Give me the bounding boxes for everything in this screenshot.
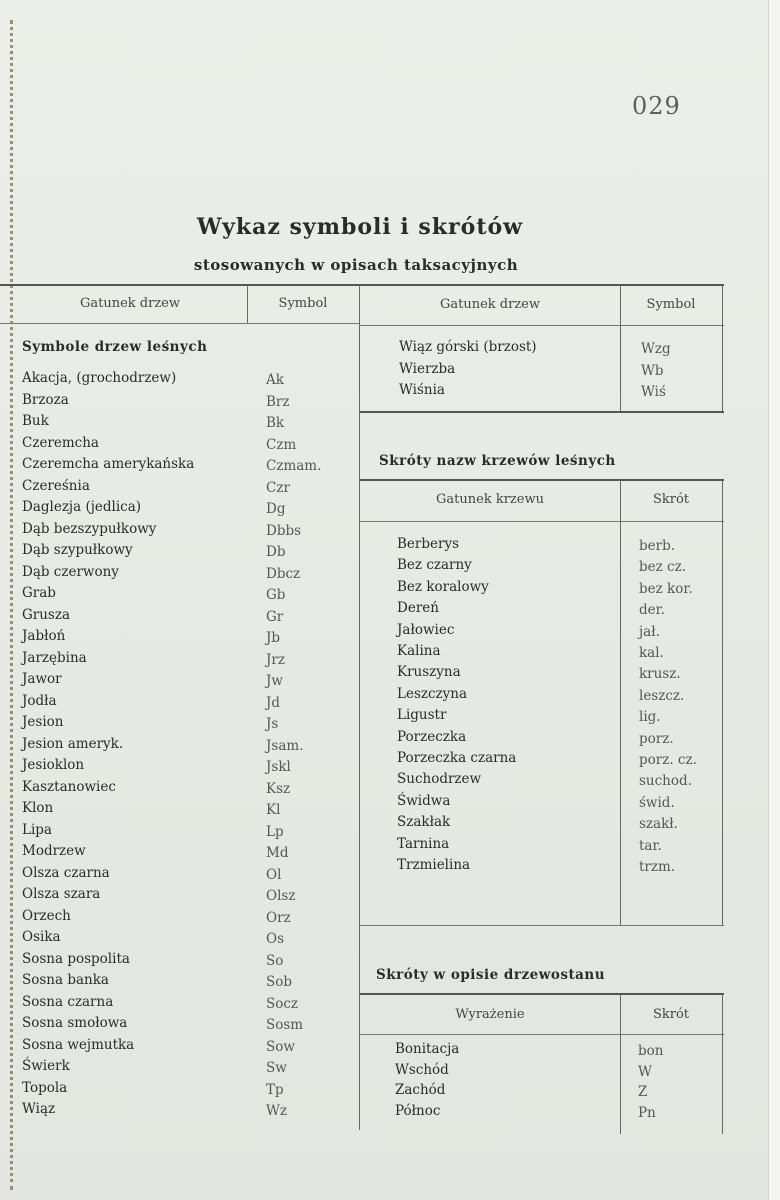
tree-symbol-row-label: Jarzębina (22, 649, 87, 666)
tree-symbol-row-value: Sosm (266, 1017, 304, 1033)
stand-header-rule (360, 1034, 724, 1035)
stand-top-rule (360, 993, 724, 995)
tree-symbol-row-value: Czmam. (266, 458, 322, 474)
stand-row-value: bon (638, 1043, 664, 1059)
tree-symbol-row-value: Tp (266, 1081, 284, 1098)
right-tree-row-label: Wiśnia (399, 382, 445, 398)
shrubs-header-species: Gatunek krzewu (436, 492, 544, 507)
tree-symbol-row-label: Akacja, (grochodrzew) (22, 370, 177, 386)
tree-symbol-row-label: Jesion ameryk. (22, 735, 124, 752)
tree-symbol-row-label: Jesioklon (22, 757, 85, 773)
right-header-symbol: Symbol (646, 297, 696, 312)
tree-symbol-row-value: Gr (266, 608, 284, 625)
tree-symbol-row-value: Ol (266, 866, 282, 883)
tree-symbol-row-label: Orzech (22, 907, 71, 924)
stand-row-value: W (638, 1063, 652, 1080)
stand-header-abbr: Skrót (652, 1007, 690, 1022)
tree-symbol-row-label: Olsza szara (22, 886, 101, 902)
stand-row-label: Zachód (395, 1082, 446, 1098)
tree-symbol-row-label: Brzoza (22, 391, 69, 408)
tree-symbols-section-title: Symbole drzew leśnych (22, 339, 208, 355)
page-edge (768, 0, 780, 1200)
tree-symbol-row-value: Dg (266, 501, 286, 517)
right-trees-bottom-rule (360, 411, 724, 413)
tree-symbol-row-value: Jw (266, 673, 283, 689)
shrubs-section-title: Skróty nazw krzewów leśnych (379, 453, 616, 469)
shrub-row-label: Ligustr (397, 707, 447, 724)
shrub-row-label: Bez czarny (397, 557, 472, 574)
right-trees-edge (722, 285, 723, 411)
tree-symbol-row-value: Orz (266, 909, 291, 926)
tree-symbol-row-label: Kasztanowiec (22, 778, 116, 795)
shrub-row-label: Tarnina (397, 835, 450, 852)
tree-symbol-row-value: Ak (266, 372, 284, 388)
tree-symbol-row-label: Jesion (22, 714, 64, 730)
shrub-row-label: Szakłak (397, 814, 451, 831)
tree-symbol-row-label: Dąb bezszypułkowy (22, 520, 157, 537)
tree-symbol-row-value: Sob (266, 974, 293, 990)
tree-symbol-row-label: Sosna wejmutka (22, 1036, 135, 1053)
shrub-row-value: tar. (639, 837, 662, 854)
tree-symbol-row-value: Wz (266, 1103, 287, 1119)
tree-symbol-row-label: Wiąz (22, 1101, 56, 1117)
tree-symbol-row-label: Sosna pospolita (22, 950, 130, 967)
right-tree-row-value: Wzg (641, 341, 671, 357)
tree-symbol-row-value: Brz (266, 393, 290, 410)
right-tree-row-label: Wiąz górski (brzost) (399, 339, 537, 355)
page-title: Wykaz symboli i skrótów (196, 214, 524, 240)
shrub-row-value: suchod. (639, 773, 692, 790)
table-top-rule (0, 284, 724, 286)
tree-symbol-row-value: So (266, 952, 284, 969)
right-tree-row-value: Wb (641, 362, 664, 379)
shrubs-top-rule (360, 479, 724, 481)
tree-symbol-row-label: Modrzew (22, 843, 86, 859)
shrub-row-label: Jałowiec (397, 621, 455, 638)
left-header-symbol: Symbol (278, 296, 328, 311)
tree-symbol-row-label: Grusza (22, 606, 71, 623)
tree-symbol-row-label: Grab (22, 585, 56, 601)
tree-symbol-row-label: Klon (22, 800, 54, 816)
tree-symbol-row-value: Os (266, 931, 284, 947)
tree-symbol-row-label: Jabłoń (22, 628, 66, 644)
tree-symbol-row-value: Czr (266, 479, 290, 496)
stand-row-label: Bonitacja (395, 1041, 460, 1057)
tree-symbol-row-label: Sosna czarna (22, 993, 114, 1010)
right-header-rule (360, 325, 724, 326)
stand-row-label: Północ (395, 1102, 441, 1119)
shrub-row-value: jał. (639, 623, 660, 640)
tree-symbol-row-value: Socz (266, 995, 299, 1012)
shrubs-bottom-rule (360, 925, 724, 926)
tree-symbol-row-value: Sw (266, 1060, 287, 1076)
stand-row-value: Pn (638, 1104, 656, 1121)
tree-symbol-row-value: Olsz (266, 888, 296, 904)
tree-symbol-row-value: Js (266, 716, 279, 732)
shrubs-divider (620, 480, 621, 925)
shrub-row-value: bez cz. (639, 559, 686, 576)
shrub-row-value: bez kor. (639, 580, 693, 597)
shrub-row-label: Bez koralowy (397, 578, 489, 595)
tree-symbol-row-value: Jrz (266, 651, 285, 668)
tree-symbol-row-label: Lipa (22, 821, 52, 838)
shrub-row-value: leszcz. (639, 687, 685, 704)
tree-symbol-row-value: Bk (266, 415, 285, 431)
tree-symbol-row-value: Md (266, 845, 289, 861)
tree-symbol-row-value: Jsam. (266, 737, 304, 754)
tree-symbol-row-value: Sow (266, 1038, 295, 1055)
stand-row-value: Z (638, 1084, 648, 1100)
tree-symbol-row-value: Jd (266, 694, 281, 711)
shrub-row-value: trzm. (639, 859, 676, 875)
tree-symbol-row-label: Sosna banka (22, 972, 109, 988)
tree-symbol-row-value: Db (266, 544, 286, 560)
tree-symbol-row-value: Jskl (266, 759, 291, 775)
tree-symbol-row-value: Czm (266, 436, 297, 453)
shrub-row-label: Kruszyna (397, 664, 461, 681)
tree-symbol-row-label: Dąb czerwony (22, 563, 119, 580)
tree-symbol-row-value: Kl (266, 802, 281, 818)
shrub-row-value: porz. (639, 730, 674, 747)
tree-symbol-row-label: Buk (22, 413, 49, 429)
shrub-row-value: berb. (639, 538, 676, 554)
tree-symbol-row-label: Jawor (22, 671, 62, 687)
right-tree-row-value: Wiś (641, 384, 666, 400)
shrubs-header-rule (360, 521, 724, 522)
tree-symbol-row-value: Lp (266, 823, 284, 840)
stand-header-term: Wyrażenie (455, 1007, 525, 1022)
tree-symbol-row-label: Olsza czarna (22, 864, 110, 881)
tree-symbol-row-label: Daglezja (jedlica) (22, 499, 142, 515)
shrub-row-label: Trzmielina (397, 857, 471, 873)
tree-symbol-row-value: Dbcz (266, 565, 301, 582)
shrub-row-label: Świdwa (397, 792, 451, 809)
shrub-row-label: Berberys (397, 536, 460, 552)
shrubs-edge (722, 480, 723, 925)
shrub-row-value: szakł. (639, 816, 678, 833)
right-header-species: Gatunek drzew (439, 297, 540, 312)
stand-section-title: Skróty w opisie drzewostanu (376, 967, 606, 983)
shrub-row-label: Suchodrzew (397, 771, 482, 788)
shrub-row-value: lig. (639, 709, 661, 726)
tree-symbol-row-label: Czeremcha (22, 434, 99, 451)
shrub-row-value: der. (639, 602, 665, 619)
binding-edge (10, 20, 19, 1190)
tree-symbol-row-value: Dbbs (266, 522, 302, 539)
shrub-row-label: Dereń (397, 600, 439, 617)
shrub-row-label: Kalina (397, 643, 441, 659)
shrub-row-value: krusz. (639, 666, 681, 683)
tree-symbol-row-value: Gb (266, 587, 286, 603)
stand-divider (620, 994, 621, 1134)
page-number: 029 (632, 92, 681, 120)
tree-symbol-row-label: Czereśnia (22, 477, 90, 494)
left-header-species: Gatunek drzew (79, 296, 180, 311)
tree-symbol-row-value: Jb (266, 630, 281, 646)
tree-symbol-row-label: Osika (22, 929, 61, 945)
tree-symbol-row-label: Sosna smołowa (22, 1015, 128, 1031)
stand-row-label: Wschód (395, 1061, 449, 1078)
shrub-row-value: porz. cz. (639, 752, 697, 768)
page-subtitle: stosowanych w opisach taksacyjnych (193, 256, 519, 274)
tree-symbol-row-label: Dąb szypułkowy (22, 542, 133, 558)
stand-edge (722, 994, 723, 1134)
tree-symbol-row-label: Topola (22, 1079, 68, 1096)
shrub-row-value: świd. (639, 794, 675, 811)
right-trees-divider (620, 285, 621, 411)
shrub-row-value: kal. (639, 645, 664, 661)
shrub-row-label: Porzeczka (397, 728, 467, 745)
tree-symbol-row-label: Jodła (22, 692, 57, 709)
right-tree-row-label: Wierzba (399, 360, 456, 377)
left-header-rule (0, 323, 360, 324)
tree-symbol-row-label: Czeremcha amerykańska (22, 456, 195, 472)
tree-symbol-row-label: Świerk (22, 1058, 70, 1074)
shrubs-header-abbr: Skrót (652, 492, 690, 507)
tree-symbol-row-value: Ksz (266, 780, 291, 797)
shrub-row-label: Porzeczka czarna (397, 750, 517, 766)
shrub-row-label: Leszczyna (397, 685, 468, 702)
